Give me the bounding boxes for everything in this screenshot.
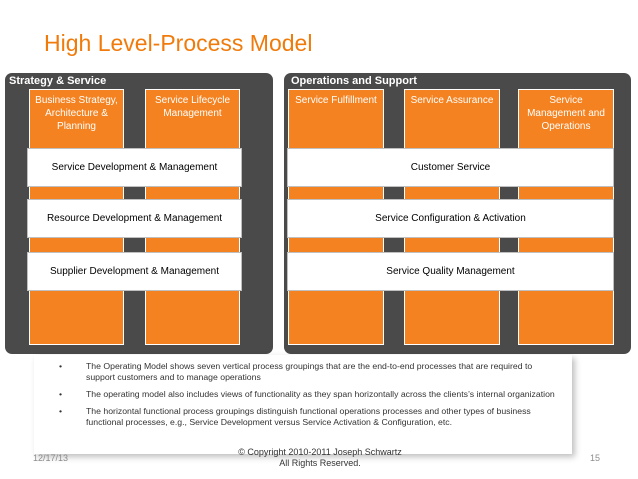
copyright-line-1: © Copyright 2010-2011 Joseph Schwartz bbox=[238, 447, 402, 457]
column-service-assurance-label: Service Assurance bbox=[410, 95, 494, 106]
column-service-fulfillment-label: Service Fulfillment bbox=[295, 95, 377, 106]
footer-date: 12/17/13 bbox=[33, 453, 69, 463]
notes-box bbox=[34, 355, 572, 454]
operations-support-panel-title: Operations and Support bbox=[291, 75, 417, 87]
page-number: 15 bbox=[590, 453, 601, 463]
note-item bbox=[59, 406, 558, 428]
column-service-lifecycle-label: Service Lifecycle Management bbox=[154, 95, 231, 119]
copyright-line-2: All Rights Reserved. bbox=[279, 458, 361, 468]
note-item bbox=[59, 361, 558, 383]
footer-copyright bbox=[200, 447, 440, 469]
band-supplier-development: Supplier Development & Management bbox=[27, 252, 242, 291]
band-service-configuration: Service Configuration & Activation bbox=[287, 199, 614, 238]
notes-list bbox=[34, 355, 572, 428]
band-service-development: Service Development & Management bbox=[27, 148, 242, 187]
bullet-icon: • bbox=[59, 406, 63, 416]
slide-title: High Level-Process Model bbox=[44, 30, 313, 56]
note-text: The horizontal functional process groupings distinguish functional operations processes and other types of business functional processes, e.g., Service Development versus Service Activation & Configuration, etc. bbox=[86, 406, 531, 427]
strategy-service-panel-title: Strategy & Service bbox=[9, 75, 107, 87]
band-service-quality: Service Quality Management bbox=[287, 252, 614, 291]
note-text: The Operating Model shows seven vertical process groupings that are the end-to-end processes that are required to support customers and to manage operations bbox=[86, 361, 533, 382]
band-resource-development: Resource Development & Management bbox=[27, 199, 242, 238]
column-service-management-label: Service Management and Operations bbox=[527, 95, 605, 132]
bullet-icon: • bbox=[59, 389, 63, 399]
column-business-strategy-label: Business Strategy, Architecture & Planning bbox=[35, 95, 118, 132]
bullet-icon: • bbox=[59, 361, 63, 371]
note-item bbox=[59, 389, 558, 400]
note-text: The operating model also includes views of functionality as they span horizontally across the clients’s internal organization bbox=[86, 389, 555, 399]
band-customer-service: Customer Service bbox=[287, 148, 614, 187]
